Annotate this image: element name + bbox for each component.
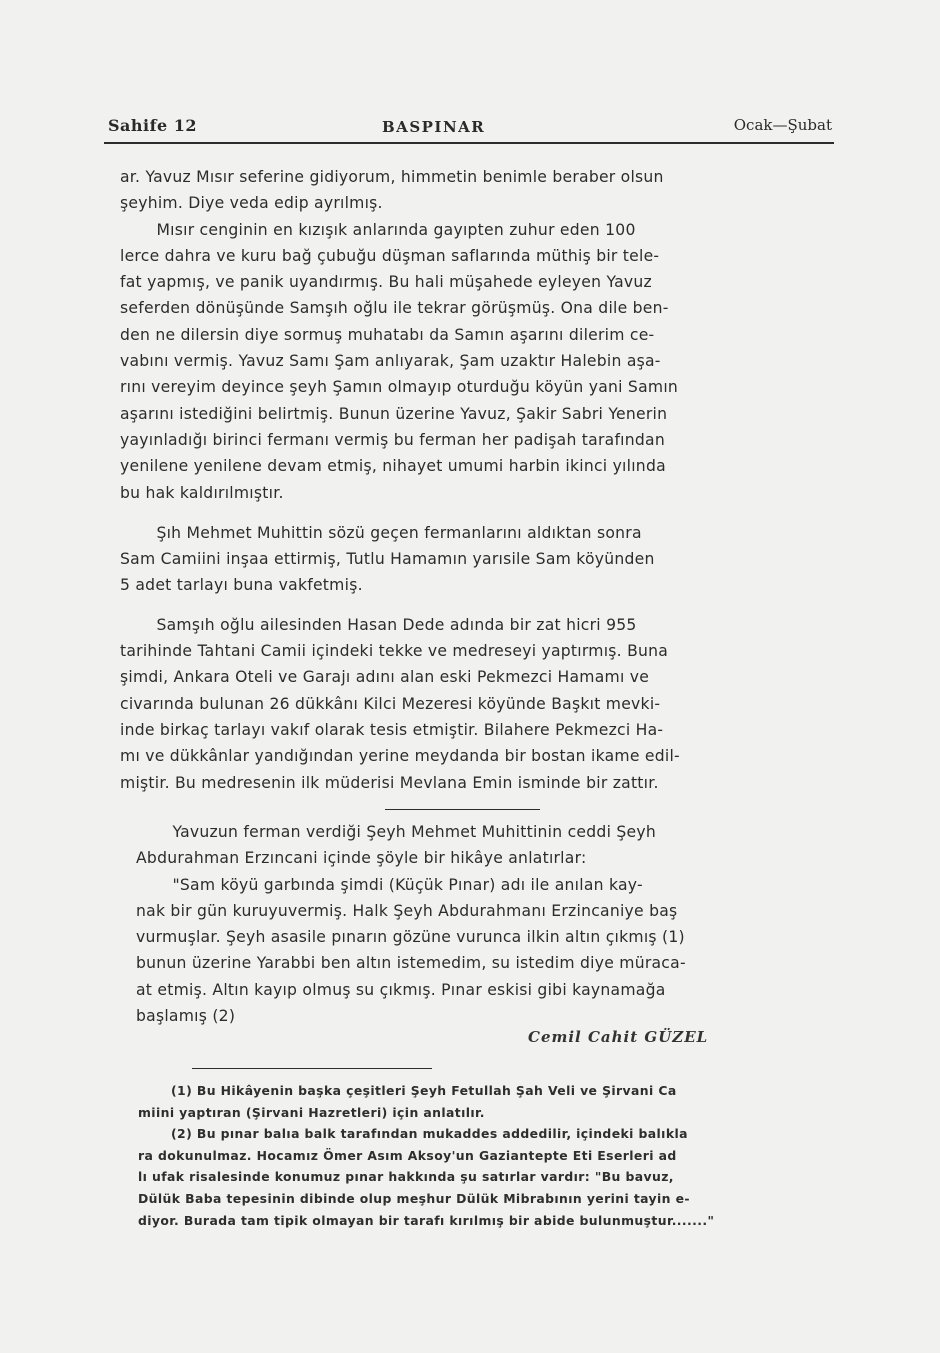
footnote-line: diyor. Burada tam tipik olmayan bir tarafı kırılmış bir abide bulunmuştur......." bbox=[138, 1212, 715, 1228]
text-line: vabını vermiş. Yavuz Samı Şam anlıyarak, Şam uzaktır Halebin aşa- bbox=[120, 352, 661, 371]
paragraph-gap bbox=[120, 506, 820, 520]
text-line: yenilene yenilene devam etmiş, nihayet umumi harbin ikinci yılında bbox=[120, 457, 666, 476]
text-line: lerce dahra ve kuru bağ çubuğu düşman saflarında müthiş bir tele- bbox=[120, 246, 660, 265]
footnote-line: ra dokunulmaz. Hocamız Ömer Asım Aksoy'un Gaziantepte Eti Eserleri ad bbox=[138, 1147, 677, 1163]
author-signature: Cemil Cahit GÜZEL bbox=[528, 1028, 709, 1046]
text-line: rını vereyim deyince şeyh Şamın olmayıp oturduğu köyün yani Samın bbox=[120, 378, 679, 397]
text-line: yayınladığı birinci fermanı vermiş bu ferman her padişah tarafından bbox=[120, 430, 665, 449]
text-line: bunun üzerine Yarabbi ben altın istemedim, su istedim diye müraca- bbox=[136, 954, 686, 973]
page-number: Sahife 12 bbox=[108, 116, 198, 135]
page-header bbox=[108, 110, 832, 140]
text-line: Şıh Mehmet Muhittin sözü geçen fermanlarını aldıktan sonra bbox=[120, 523, 642, 542]
footnote-line: miini yaptıran (Şirvani Hazretleri) için anlatılır. bbox=[138, 1104, 485, 1120]
text-line: mı ve dükkânlar yandığından yerine meydanda bir bostan ikame edil- bbox=[120, 747, 680, 766]
footnote-rule bbox=[192, 1068, 432, 1069]
journal-title: BASPINAR bbox=[382, 118, 486, 136]
footnote-line: (1) Bu Hikâyenin başka çeşitleri Şeyh Fetullah Şah Veli ve Şirvani Ca bbox=[138, 1083, 677, 1098]
header-rule bbox=[104, 142, 834, 144]
text-line: vurmuşlar. Şeyh asasile pınarın gözüne vurunca ilkin altın çıkmış (1) bbox=[136, 928, 685, 947]
text-line: Yavuzun ferman verdiği Şeyh Mehmet Muhittinin ceddi Şeyh bbox=[136, 823, 656, 841]
text-line: seferden dönüşünde Samşıh oğlu ile tekrar görüşmüş. Ona dile ben- bbox=[120, 299, 669, 318]
text-line: şeyhim. Diye veda edip ayrılmış. bbox=[120, 194, 383, 213]
text-line: miştir. Bu medresenin ilk müderisi Mevlana Emin isminde bir zattır. bbox=[120, 773, 659, 792]
text-line: başlamış (2) bbox=[136, 1007, 236, 1026]
text-line: aşarını istediğini belirtmiş. Bunun üzerine Yavuz, Şakir Sabri Yenerin bbox=[120, 404, 668, 423]
text-line: bu hak kaldırılmıştır. bbox=[120, 483, 284, 502]
text-line: Mısır cenginin en kızışık anlarında gayıpten zuhur eden 100 bbox=[120, 220, 636, 239]
text-line: Abdurahman Erzıncani içinde şöyle bir hikâye anlatırlar: bbox=[136, 849, 587, 868]
text-line: civarında bulunan 26 dükkânı Kilci Mezeresi köyünde Başkıt mevki- bbox=[120, 694, 661, 713]
paragraph-1 bbox=[120, 164, 820, 506]
text-line: 5 adet tarlayı buna vakfetmiş. bbox=[120, 576, 363, 595]
text-line: şimdi, Ankara Oteli ve Garajı adını alan eski Pekmezci Hamamı ve bbox=[120, 668, 650, 687]
issue-date: Ocak—Şubat bbox=[733, 116, 832, 134]
paragraph-gap bbox=[120, 599, 820, 612]
footnote-line: lı ufak risalesinde konumuz pınar hakkında şu satırlar vardır: "Bu bavuz, bbox=[138, 1169, 674, 1185]
text-line: Sam Camiini inşaa ettirmiş, Tutlu Hamamın yarısile Sam köyünden bbox=[120, 550, 655, 569]
paragraph-3 bbox=[120, 612, 820, 796]
footnote-line: Dülük Baba tepesinin dibinde olup meşhur Dülük Mibrabının yerini tayin e- bbox=[138, 1190, 690, 1206]
article-body bbox=[120, 164, 820, 796]
text-line: den ne dilersin diye sormuş muhatabı da Samın aşarını dilerim ce- bbox=[120, 325, 655, 344]
text-line: at etmiş. Altın kayıp olmuş su çıkmış. Pınar eskisi gibi kaynamağa bbox=[136, 980, 666, 999]
story-section bbox=[136, 819, 824, 1029]
paragraph-2 bbox=[120, 520, 820, 599]
text-line: Samşıh oğlu ailesinden Hasan Dede adında bir zat hicri 955 bbox=[120, 615, 637, 634]
text-line: nak bir gün kuruyuvermiş. Halk Şeyh Abdurahmanı Erzincaniye baş bbox=[136, 901, 678, 920]
footnotes bbox=[138, 1080, 838, 1231]
text-line: fat yapmış, ve panik uyandırmış. Bu hali müşahede eyleyen Yavuz bbox=[120, 273, 652, 292]
footnote-line: (2) Bu pınar balıa balk tarafından mukaddes addedilir, içindeki balıkla bbox=[138, 1126, 688, 1142]
text-line: tarihinde Tahtani Camii içindeki tekke ve medreseyi yaptırmış. Buna bbox=[120, 642, 669, 661]
text-line: inde birkaç tarlayı vakıf olarak tesis etmiştir. Bilahere Pekmezci Ha- bbox=[120, 720, 664, 739]
text-line: ar. Yavuz Mısır seferine gidiyorum, himmetin benimle beraber olsun bbox=[120, 168, 664, 186]
text-line: "Sam köyü garbında şimdi (Küçük Pınar) adı ile anılan kay- bbox=[136, 875, 643, 894]
section-separator bbox=[385, 809, 540, 810]
